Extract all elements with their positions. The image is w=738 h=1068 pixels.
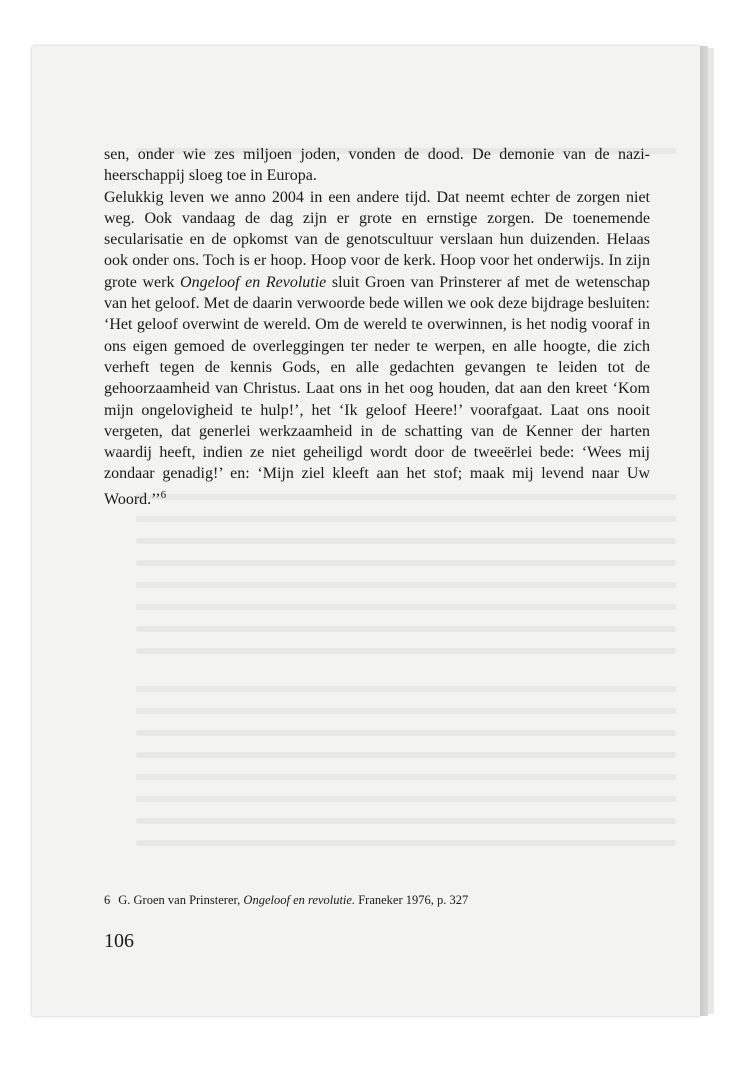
paragraph-text: Gelukkig leven we anno 2004 in een andere tijd. Dat neemt echter de zorgen niet weg. Ook vandaag de dag zijn er grote en ernstige zorgen. De toenemende secularisatie en de opkomst van de genotscultuur verslaan hun duizenden. Helaas ook onder ons. Toch is er hoop. Hoop voor de kerk. Hoop voor het onderwijs. In zijn grote werk	[104, 188, 650, 291]
footnote-number: 6	[104, 893, 111, 907]
bleed-through-line	[136, 582, 676, 588]
paragraph: sen, onder wie zes miljoen joden, vonden de dood. De demonie van de nazi-heerschappij sloeg toe in Europa.	[104, 146, 650, 185]
bleed-through-line	[136, 626, 676, 632]
bleed-through-line	[136, 796, 676, 802]
footnote-text: Franeker 1976, p. 327	[355, 893, 469, 907]
bleed-through-line	[136, 840, 676, 846]
bleed-through-line	[136, 686, 676, 692]
paragraph-text: sluit Groen van Prinsterer af met de wetenschap van het geloof. Met de daarin verwoorde bede willen we ook deze bijdrage besluiten: ‘Het geloof overwint de wereld. Om de wereld te overwinnen, is het nodig vooraf in ons eigen gemoed de overleggingen ter neder te werpen, en alle hoogte, die zich verheft tegen de kennis Gods, en alle gedachten gevangen te leiden tot de gehoorzaamheid van Christus. Laat ons in het oog houden, dat aan den kreet ‘Kom mijn ongelovigheid te hulp!’, het ‘Ik geloof Heere!’ voorafgaat. Laat ons nooit vergeten, dat generlei werkzaamheid in de schatting van de Kenner der harten waardij heeft, indien ze niet geheiligd wordt door de tweeërlei bede: ‘Wees mij zondaar genadig!’ en: ‘Mijn ziel kleeft aan het stof; maak mij levend naar Uw Woord.’’	[104, 273, 651, 508]
page-edge	[700, 46, 708, 1016]
bleed-through-line	[136, 560, 676, 566]
bleed-through-line	[136, 604, 676, 610]
bleed-through-line	[136, 708, 676, 714]
bleed-through-line	[136, 538, 676, 544]
paragraph	[104, 187, 650, 510]
footnote-reference[interactable]: 6	[160, 488, 167, 501]
page-number: 106	[104, 930, 134, 952]
bleed-through-line	[136, 516, 676, 522]
bleed-through-line	[136, 730, 676, 736]
bleed-through-line	[136, 648, 676, 654]
bleed-through-line	[136, 752, 676, 758]
bleed-through-line	[136, 774, 676, 780]
footnote-title: Ongeloof en revolutie.	[243, 893, 356, 907]
footnote	[104, 893, 644, 908]
page-edge	[708, 48, 714, 1014]
footnote-text: G. Groen van Prinsterer,	[118, 893, 244, 907]
body-text	[104, 144, 650, 510]
book-title: Ongeloof en Revolutie	[180, 273, 327, 291]
bleed-through-line	[136, 818, 676, 824]
